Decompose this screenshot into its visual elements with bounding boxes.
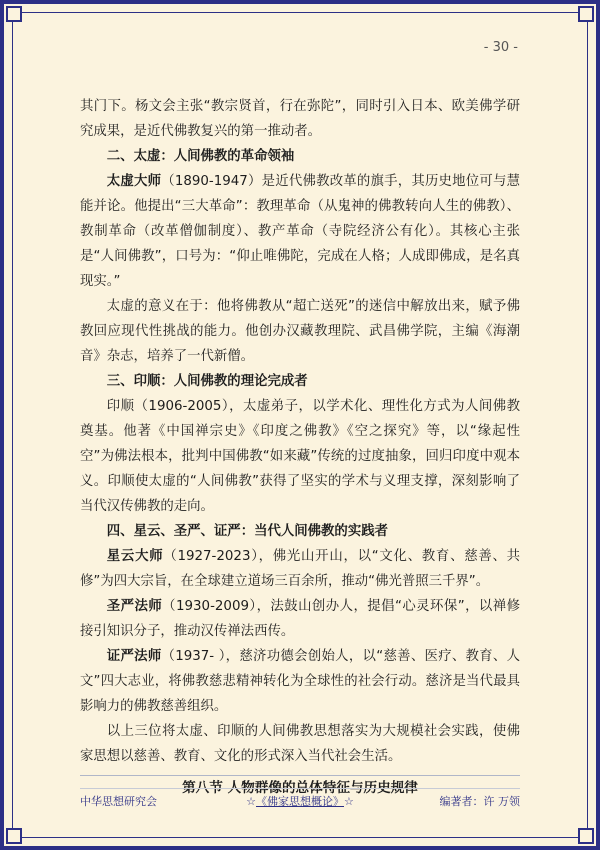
paragraph-shengyan [80,594,520,644]
page-number: - 30 - [483,40,518,55]
next-section-title: 第八节 人物群像的总体特征与历史规律 [182,780,418,796]
section-heading-yinshun: 三、印顺：人间佛教的理论完成者 [106,374,308,389]
footer-author: 编著者：许 万领 [439,795,520,808]
paragraph-yinshun: 印顺（1906-2005），太虚弟子，以学术化、理性化方式为人间佛教奠基。他著《中国禅宗史》《印度之佛教》《空之探究》等，以“缘起性空”为佛法根本，批判中国佛教“如来藏”传统的过度抽象，回归印度中观本义。印顺使太虚的“人间佛教”获得了坚实的学术与义理支撑，深刻影响了当代汉传佛教的走向。 [80,399,520,514]
frame-corner-top-left [6,6,22,22]
person-name-xingyun: 星云大师 [106,549,164,564]
person-name-zhengyan: 证严法师 [106,649,162,664]
paragraph-xingyun [80,544,520,594]
section-heading-practitioners: 四、星云、圣严、证严：当代人间佛教的实践者 [106,524,388,539]
frame-corner-top-right [578,6,594,22]
paragraph-xingyun-text: （1927-2023），佛光山开山，以“文化、教育、慈善、共修”为四大宗旨，在全球建立道场三百余所，推动“佛光普照三千界”。 [80,549,520,589]
person-name-shengyan: 圣严法师 [106,599,163,614]
frame-corner-bottom-right [578,828,594,844]
star-icon: ☆ [246,795,256,808]
star-icon: ☆ [344,795,354,808]
paragraph-taixu-1 [80,169,520,294]
paragraph-summary: 以上三位将太虚、印顺的人间佛教思想落实为大规模社会实践，使佛家思想以慈善、教育、文化的形式深入当代社会生活。 [80,724,520,764]
paragraph-zhengyan [80,644,520,719]
footer-book-title-text: 《佛家思想概论》 [256,795,344,808]
person-name-taixu: 太虚大师 [106,174,162,189]
footer-divider [80,788,520,789]
paragraph-zhengyan-text: （1937- ），慈济功德会创始人，以“慈善、医疗、教育、人文”四大志业，将佛教慈悲精神转化为全球性的社会行动。慈济是当代最具影响力的佛教慈善组织。 [80,649,521,714]
paragraph-shengyan-text: （1930-2009），法鼓山创办人，提倡“心灵环保”，以禅修接引知识分子，推动汉传禅法西传。 [80,599,520,639]
intro-paragraph: 其门下。杨文会主张“教宗贤首，行在弥陀”，同时引入日本、欧美佛学研究成果，是近代佛教复兴的第一推动者。 [80,99,520,139]
section-heading-taixu: 二、太虚：人间佛教的革命领袖 [106,149,295,164]
footer-organization: 中华思想研究会 [80,795,157,808]
page-content [80,94,520,801]
frame-corner-bottom-left [6,828,22,844]
paragraph-taixu-2: 太虚的意义在于：他将佛教从“超亡送死”的迷信中解放出来，赋予佛教回应现代性挑战的能力。他创办汉藏教理院、武昌佛学院，主编《海潮音》杂志，培养了一代新僧。 [80,299,520,364]
paragraph-taixu-1-text: （1890-1947）是近代佛教改革的旗手，其历史地位可与慧能并论。他提出“三大革命”：教理革命（从鬼神的佛教转向人生的佛教）、教制革命（改革僧伽制度）、教产革命（寺院经济公有化）。其核心主张是“人间佛教”，口号为：“仰止唯佛陀，完成在人格；人成即佛成，是名真现实。” [80,174,520,289]
